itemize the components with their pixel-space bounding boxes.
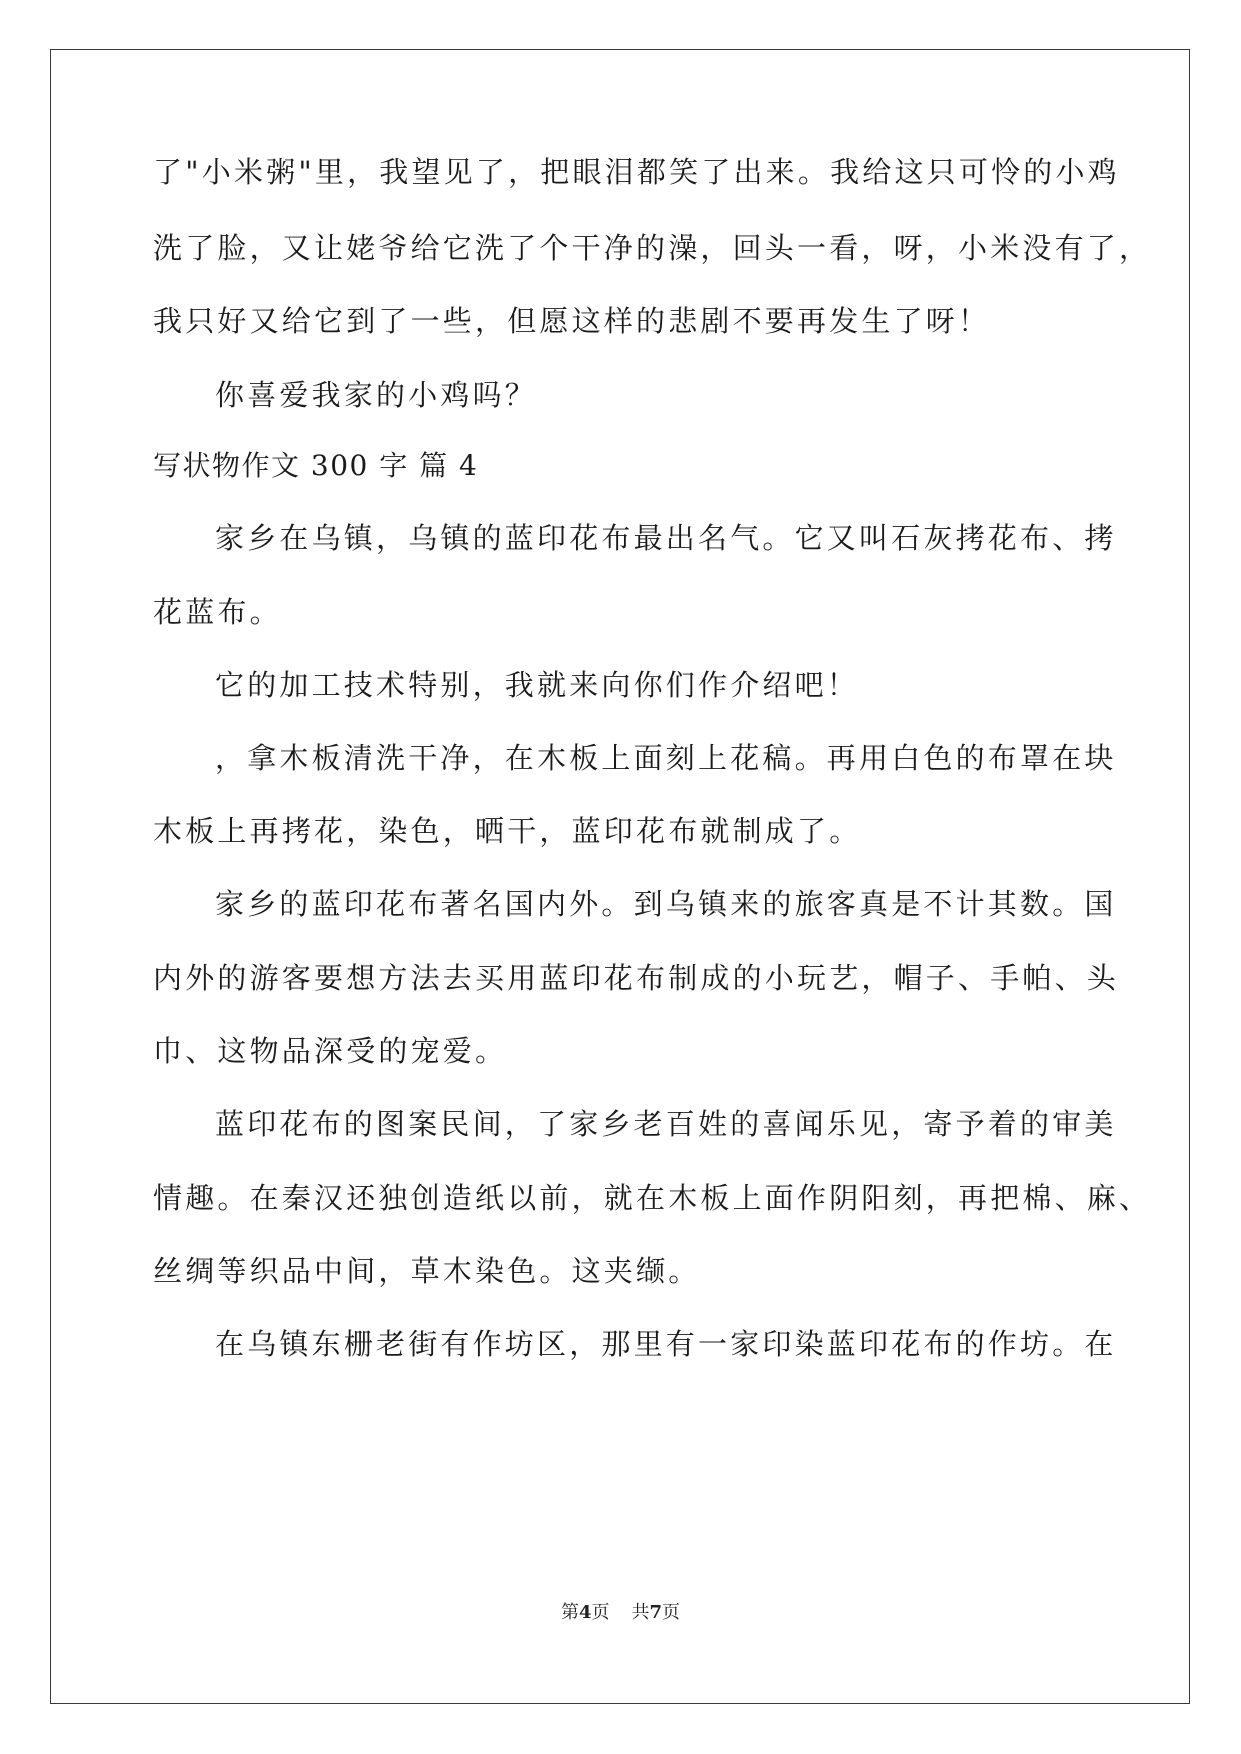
page-current: 4 [578, 1602, 592, 1623]
text-line: 丝绸等织品中间，草木染色。这夹缬。 [153, 1254, 701, 1288]
text-line: 你喜爱我家的小鸡吗？ [215, 378, 538, 412]
text-line: 情趣。在秦汉还独创造纸以前，就在木板上面作阴阳刻，再把棉、麻、 [153, 1181, 1152, 1215]
page-border [50, 49, 1190, 1704]
page-prefix: 第 [560, 1602, 579, 1623]
text-line: 家乡的蓝印花布著名国内外。到乌镇来的旅客真是不计其数。国 [215, 887, 1117, 921]
text-line: ，拿木板清洗干净，在木板上面刻上花稿。再用白色的布罩在块 [215, 741, 1117, 775]
total-prefix: 共 [631, 1602, 650, 1623]
text-line: 我只好又给它到了一些，但愿这样的悲剧不要再发生了呀！ [153, 304, 991, 338]
total-suffix: 页 [662, 1602, 681, 1623]
text-line: 家乡在乌镇，乌镇的蓝印花布最出名气。它又叫石灰拷花布、拷 [215, 521, 1117, 555]
text-line: 花蓝布。 [153, 595, 282, 629]
page-footer [0, 1598, 1241, 1624]
page-total: 7 [649, 1602, 663, 1623]
text-line: 洗了脸，又让姥爷给它洗了个干净的澡，回头一看，呀，小米没有了， [153, 231, 1152, 265]
text-line: 巾、这物品深受的宠爱。 [153, 1034, 508, 1068]
page-suffix: 页 [591, 1602, 610, 1623]
text-line: 它的加工技术特别，我就来向你们作介绍吧！ [215, 668, 860, 702]
text-line: 木板上再拷花，染色，晒干，蓝印花布就制成了。 [153, 814, 862, 848]
text-line: 蓝印花布的图案民间，了家乡老百姓的喜闻乐见，寄予着的审美 [215, 1107, 1117, 1141]
text-line: 在乌镇东栅老街有作坊区，那里有一家印染蓝印花布的作坊。在 [215, 1327, 1117, 1361]
text-line: 内外的游客要想方法去买用蓝印花布制成的小玩艺，帽子、手帕、头 [153, 961, 1120, 995]
text-line: 了"小米粥"里，我望见了，把眼泪都笑了出来。我给这只可怜的小鸡 [153, 155, 1120, 189]
section-heading: 写状物作文 300 字 篇 4 [153, 449, 479, 482]
